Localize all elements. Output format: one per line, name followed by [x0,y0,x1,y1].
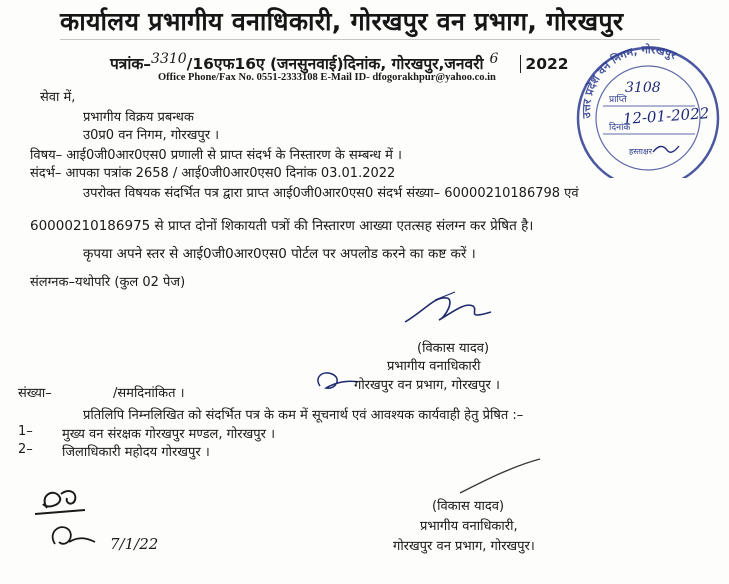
signature-1-scribble [395,290,505,330]
enclosure-line: संलग्नक–यथोपरि (कुल 02 पेज) [30,275,186,290]
title-underline [60,39,660,40]
subject-line [30,145,402,163]
stamp-ring-text: उत्तर प्रदेश वन निगम, गोरखपुर [579,43,679,119]
para2: कृपया अपने स्तर से आई0जी0आर0एस0 पोर्टल पर अपलोड करने का कष्ट करें । [83,246,476,262]
stamp-signature-label: हस्ताक्षर [629,147,652,156]
stamp-initials [653,146,679,152]
stamp-number: 3108 [625,80,661,96]
signatory-name-2: (विकास यादव) [432,499,505,514]
stamp-date-label: दिनांक [609,123,631,133]
ref-prefix: पत्रांक– [110,55,152,73]
reference-line [30,163,395,181]
handwritten-letter-number: 3310 [151,51,187,67]
handwritten-date: 7/1/22 [110,535,159,553]
subject-label: विषय– [30,148,63,163]
office-title: कार्यालय प्रभागीय वनाधिकारी, गोरखपुर वन प्रभाग, गोरखपुर [60,7,624,36]
subject-text: आई0जी0आर0एस0 प्रणाली से प्राप्त संदर्भ के निस्तारण के सम्बन्ध में । [66,148,402,163]
salutation: सेवा में, [40,90,76,105]
signatory-office-2: गोरखपुर वन प्रभाग, गोरखपुर। [393,539,535,554]
reference-text: आपका पत्रांक 2658 / आई0जी0आर0एस0 दिनांक 03.01.2022 [65,166,396,181]
copy-intro: प्रतिलिपि निम्नलिखित को संदर्भित पत्र के कम में सूचनार्थ एवं आवश्यक कार्यवाही हेतु प्रेषित :– [83,408,524,423]
signatory-designation-1: प्रभागीय वनाधिकारी [387,359,481,374]
signature-2-scribble [440,457,550,497]
para1-line2: 60000210186975 से प्राप्त दोनों शिकायती पत्रों की निस्तारण आख्या एतत्सह संलग्न कर प्रेषित है। [30,218,534,234]
signatory-name-1: (विकास यादव) [417,341,490,356]
ref-year: 2022 [520,55,568,73]
handwritten-day: 6 [489,51,499,67]
copy-item-1-num: 1– [18,424,33,439]
receipt-stamp [573,30,723,178]
recipient-line-1: प्रभागीय विक्रय प्रबन्धक [83,110,194,125]
para1-line1: उपरोक्त विषयक संदर्भित पत्र द्वारा प्राप्त आई0जी0आर0एस0 संदर्भ संख्या– 60000210186798 एवं [83,186,579,201]
copy-item-1-text: मुख्य वन संरक्षक गोरखपुर मण्डल, गोरखपुर । [62,427,276,442]
star-icon [645,177,656,178]
contact-line: Office Phone/Fax No. 0551-2333108 E-Mail ID- dfogorakhpur@yahoo.co.in [158,72,496,83]
letter-reference-line [110,52,569,74]
copy-item-2-num: 2– [18,442,33,457]
ref-middle: /16एफ16ए (जनसुनवाई)दिनांक, गोरखपुर,जनवरी [186,55,484,73]
signatory-designation-2: प्रभागीय वनाधिकारी, [420,519,518,534]
stamp-date: 12-01-2022 [622,104,710,129]
copy-item-2-text: जिलाधिकारी महोदय गोरखपुर । [62,445,210,460]
signatory-office-1: गोरखपुर वन प्रभाग, गोरखपुर । [354,378,500,393]
stamp-prapti-label: प्राप्ति [609,95,627,105]
reference-label: संदर्भ– [30,166,62,181]
handwritten-initials [25,486,185,566]
sankhya-label: संख्या– [18,386,52,401]
samdinankit-label: /समदिनांकित । [113,386,185,401]
recipient-line-2: उ0प्र0 वन निगम, गोरखपुर । [83,128,220,143]
